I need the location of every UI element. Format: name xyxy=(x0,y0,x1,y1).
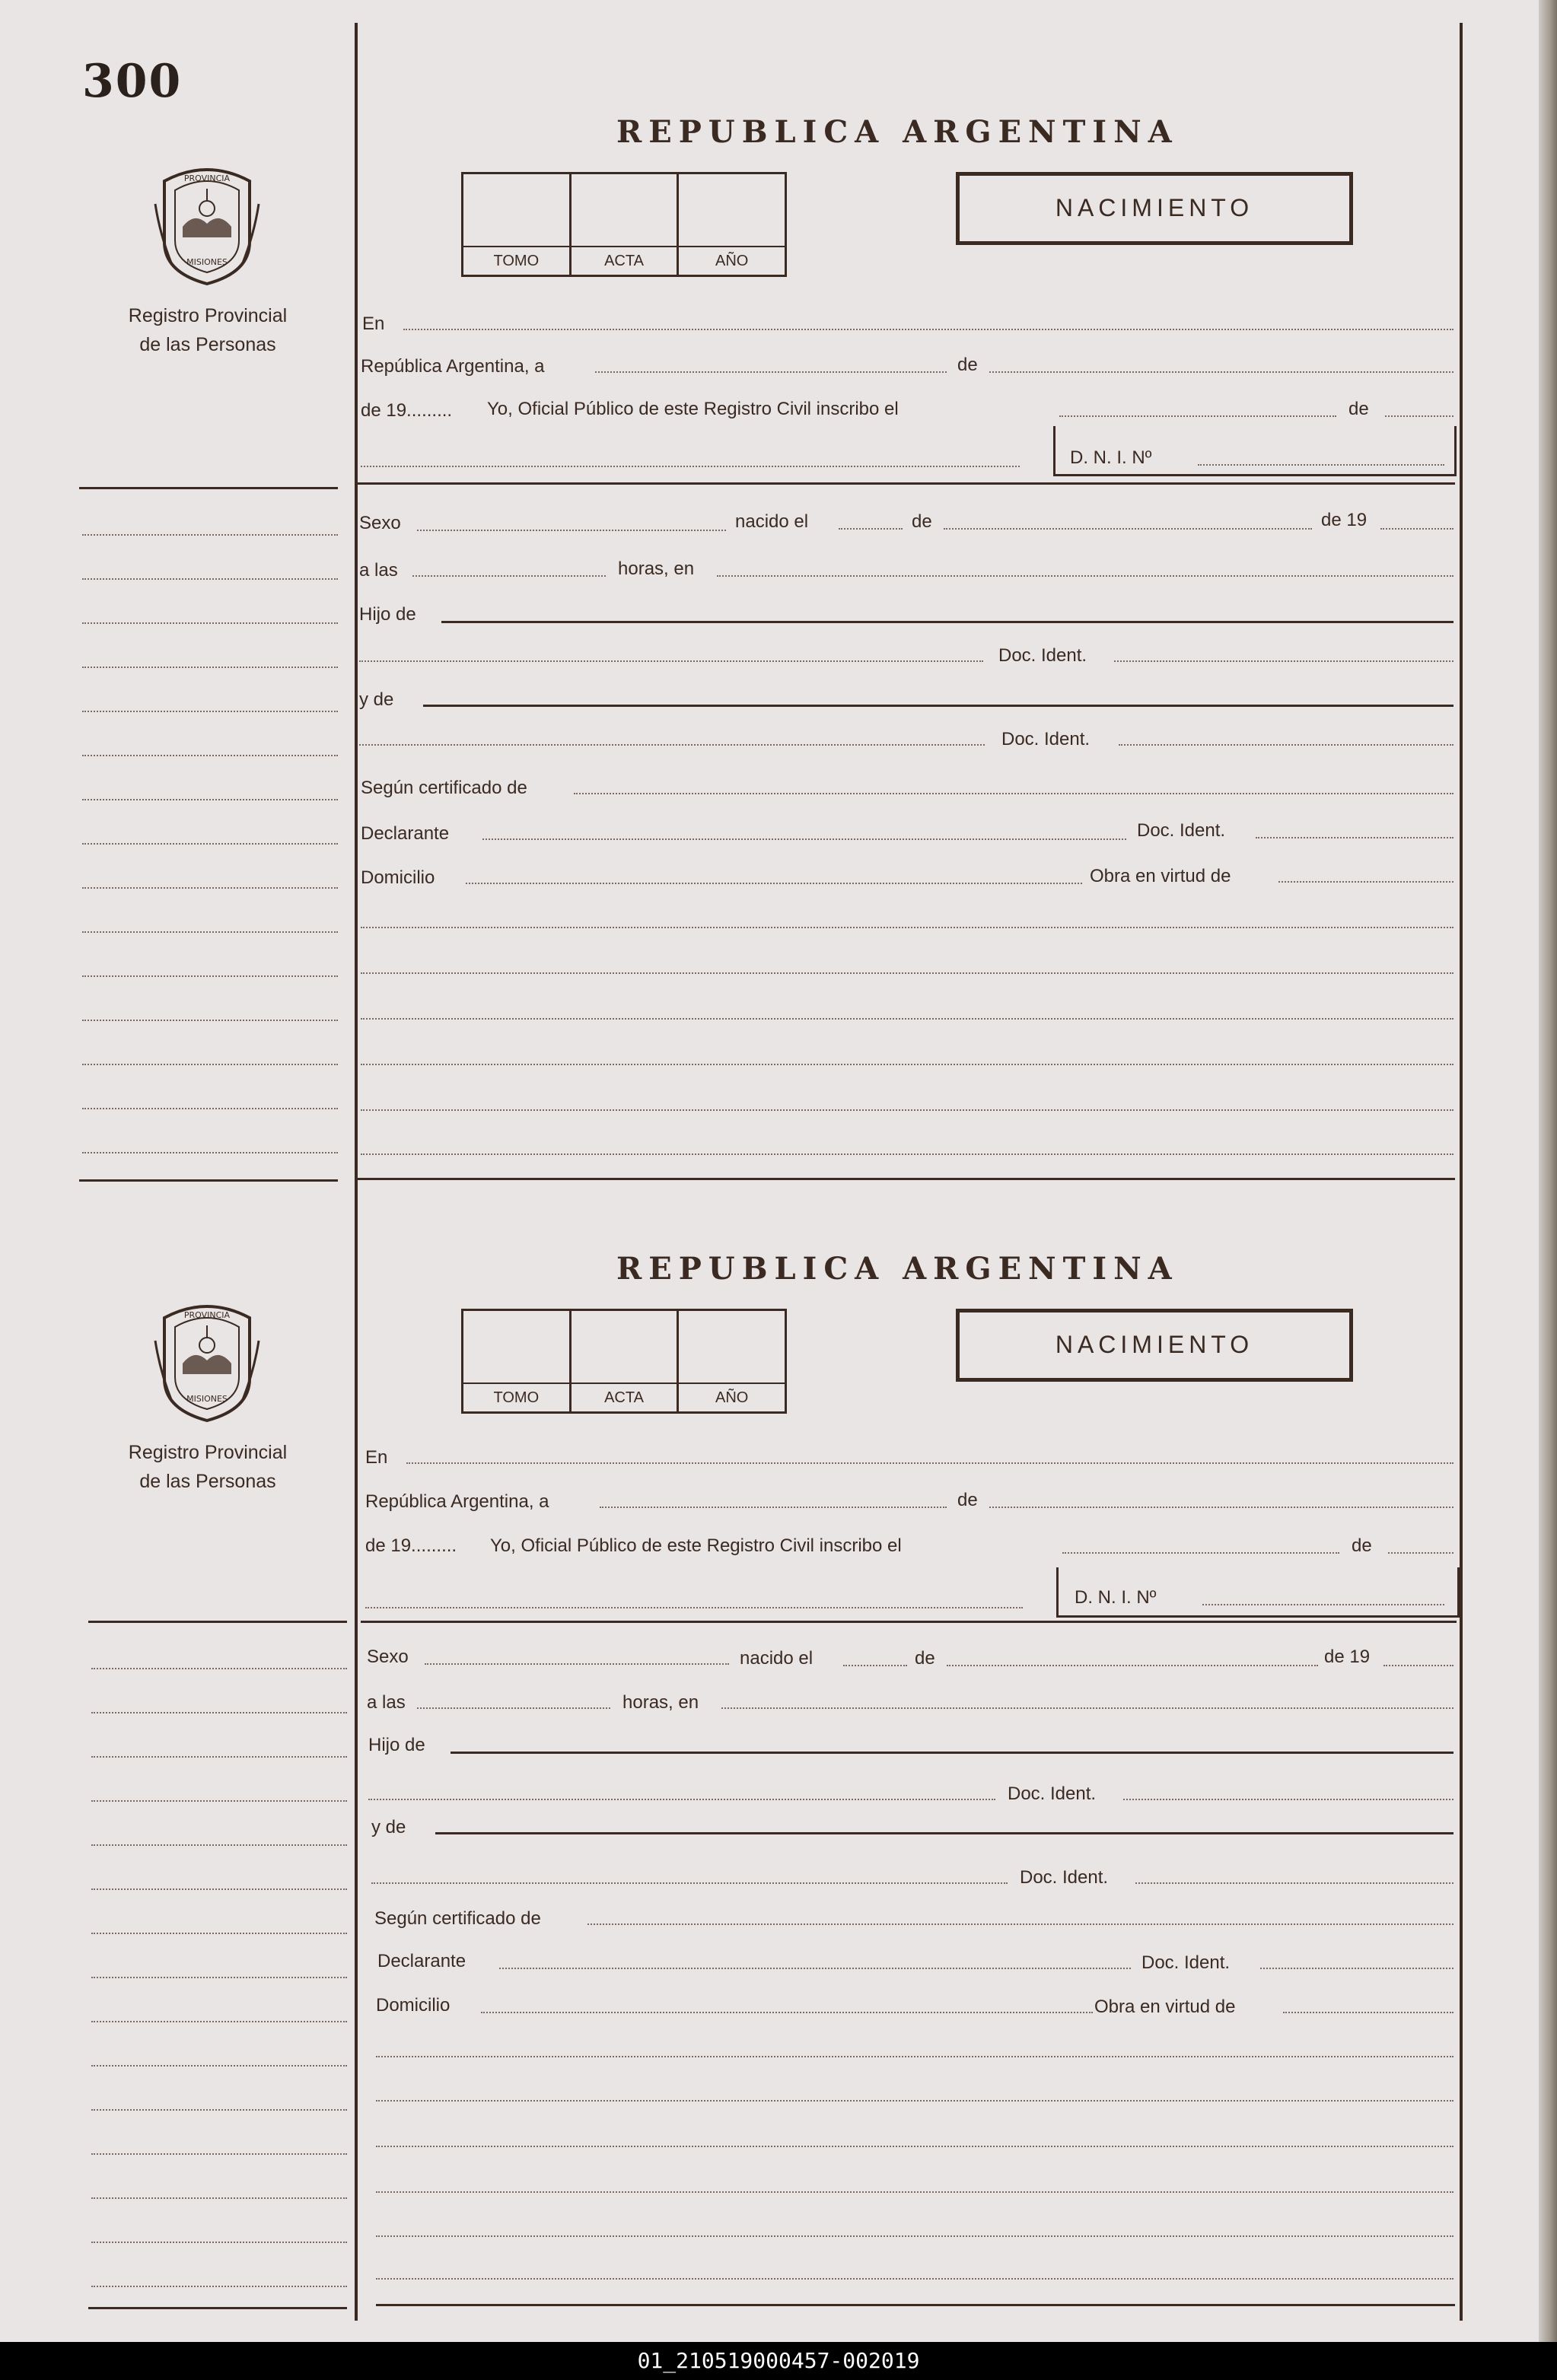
declarant-doc-field[interactable] xyxy=(1260,1968,1454,1969)
place-field[interactable] xyxy=(406,1462,1454,1464)
left-top-rule xyxy=(79,487,338,489)
birth-year-field[interactable] xyxy=(1380,528,1454,530)
label-yo: Yo, Oficial Público de este Registro Civil inscribo el xyxy=(490,1535,902,1556)
margin-note-line[interactable] xyxy=(82,1108,338,1109)
birth-month-field[interactable] xyxy=(947,1665,1318,1666)
margin-note-line[interactable] xyxy=(82,667,338,668)
label-horas: horas, en xyxy=(622,1692,699,1713)
name-field[interactable] xyxy=(365,1607,1023,1608)
address-field[interactable] xyxy=(481,2012,1093,2013)
birth-day-field[interactable] xyxy=(839,528,903,530)
label-horas: horas, en xyxy=(618,558,695,579)
notes-line[interactable] xyxy=(376,2100,1454,2102)
tomo-label: TOMO xyxy=(493,1389,540,1406)
anio-cell[interactable] xyxy=(679,1311,785,1411)
registry-line-1: Registro Provincial xyxy=(128,1442,288,1463)
inscription-month-field[interactable] xyxy=(1385,415,1454,417)
misiones-emblem-icon xyxy=(149,158,265,289)
father-name-field[interactable] xyxy=(451,1752,1454,1754)
margin-note-line[interactable] xyxy=(91,1712,347,1713)
image-id-footer: 01_210519000457-002019 xyxy=(0,2342,1557,2380)
inscription-month-field[interactable] xyxy=(1388,1552,1454,1554)
label-en: En xyxy=(365,1447,388,1468)
emblem-top-text: PROVINCIA xyxy=(183,1310,231,1320)
label-segun: Según certificado de xyxy=(361,778,527,798)
label-dni: D. N. I. Nº xyxy=(1075,1587,1157,1608)
notes-line[interactable] xyxy=(361,927,1454,928)
day-field[interactable] xyxy=(595,371,947,373)
register-reference-box xyxy=(461,172,787,277)
margin-note-line[interactable] xyxy=(82,534,338,536)
label-obra: Obra en virtud de xyxy=(1090,866,1231,886)
notes-line[interactable] xyxy=(376,2278,1454,2280)
birthplace-field[interactable] xyxy=(721,1707,1454,1709)
anio-cell[interactable] xyxy=(679,174,785,275)
label-declarante: Declarante xyxy=(361,823,450,844)
margin-note-line[interactable] xyxy=(91,2153,347,2155)
register-reference-box xyxy=(461,1309,787,1414)
certificate-field[interactable] xyxy=(587,1923,1454,1925)
label-domicilio: Domicilio xyxy=(361,867,435,888)
tomo-cell[interactable] xyxy=(463,1311,572,1411)
margin-note-line[interactable] xyxy=(82,843,338,845)
margin-note-line[interactable] xyxy=(82,931,338,933)
label-republica: República Argentina, a xyxy=(361,356,545,377)
mother-name-field[interactable] xyxy=(423,705,1454,707)
label-de19-b: de 19 xyxy=(1321,510,1368,530)
acta-label: ACTA xyxy=(604,253,644,269)
margin-note-line[interactable] xyxy=(91,2197,347,2199)
notes-line[interactable] xyxy=(376,2146,1454,2147)
declarant-field[interactable] xyxy=(499,1968,1131,1969)
margin-note-line[interactable] xyxy=(82,1064,338,1065)
registry-line-2: de las Personas xyxy=(139,334,276,355)
tomo-label: TOMO xyxy=(493,253,540,269)
sex-field[interactable] xyxy=(417,530,726,531)
label-domicilio: Domicilio xyxy=(376,1995,451,2016)
label-sexo: Sexo xyxy=(367,1647,409,1667)
margin-note-line[interactable] xyxy=(82,711,338,712)
margin-note-line[interactable] xyxy=(91,2109,347,2111)
registry-name xyxy=(76,1438,339,1496)
label-alas: a las xyxy=(367,1692,406,1713)
inscription-day-field[interactable] xyxy=(1062,1552,1339,1554)
label-de-3: de xyxy=(915,1648,935,1669)
misiones-emblem-icon xyxy=(149,1295,265,1426)
page-number: 300 xyxy=(82,55,183,108)
month-field[interactable] xyxy=(989,1507,1454,1508)
address-field[interactable] xyxy=(466,883,1082,884)
notes-line[interactable] xyxy=(361,972,1454,974)
margin-note-line[interactable] xyxy=(82,975,338,977)
form-bottom-rule xyxy=(376,2304,1455,2306)
label-republica: República Argentina, a xyxy=(365,1491,549,1512)
birth-month-field[interactable] xyxy=(944,528,1312,530)
declarant-doc-field[interactable] xyxy=(1256,837,1454,838)
father-doc-field[interactable] xyxy=(1123,1799,1454,1800)
anio-label: AÑO xyxy=(715,1389,749,1406)
margin-note-line[interactable] xyxy=(91,1933,347,1934)
day-field[interactable] xyxy=(600,1507,947,1508)
label-nacido: nacido el xyxy=(740,1648,814,1669)
mother-doc-field[interactable] xyxy=(1135,1882,1454,1884)
label-doc-1: Doc. Ident. xyxy=(1008,1783,1097,1804)
notes-line[interactable] xyxy=(361,1064,1454,1065)
record-type-box: NACIMIENTO xyxy=(956,172,1353,245)
label-segun: Según certificado de xyxy=(374,1908,541,1929)
margin-note-line[interactable] xyxy=(91,1844,347,1846)
by-virtue-field[interactable] xyxy=(1278,881,1454,883)
father-name-extra-field[interactable] xyxy=(368,1799,995,1800)
margin-note-line[interactable] xyxy=(91,1800,347,1802)
emblem-bottom-text: MISIONES xyxy=(186,257,228,267)
record-type-box: NACIMIENTO xyxy=(956,1309,1353,1382)
label-de-3: de xyxy=(912,511,932,532)
time-field[interactable] xyxy=(412,575,606,577)
registry-name xyxy=(76,301,339,359)
sex-field[interactable] xyxy=(425,1663,729,1665)
birthplace-field[interactable] xyxy=(717,575,1454,577)
form-title: REPUBLICA ARGENTINA xyxy=(616,1251,1179,1287)
label-doc-2: Doc. Ident. xyxy=(1001,729,1091,749)
anio-label: AÑO xyxy=(715,253,749,269)
label-alas: a las xyxy=(359,560,398,581)
acta-cell[interactable] xyxy=(572,174,680,275)
notes-line[interactable] xyxy=(361,1109,1454,1111)
month-field[interactable] xyxy=(989,371,1454,373)
margin-note-line[interactable] xyxy=(82,622,338,624)
label-de-2: de xyxy=(1352,1535,1372,1556)
label-de19: de 19......... xyxy=(365,1535,457,1556)
declarant-field[interactable] xyxy=(482,838,1126,840)
margin-note-line[interactable] xyxy=(91,2242,347,2243)
label-doc-2: Doc. Ident. xyxy=(1020,1867,1109,1888)
mother-name-extra-field[interactable] xyxy=(371,1882,1008,1884)
acta-label: ACTA xyxy=(604,1389,644,1406)
label-yo: Yo, Oficial Público de este Registro Civil inscribo el xyxy=(487,399,899,419)
time-field[interactable] xyxy=(417,1707,610,1709)
registry-line-2: de las Personas xyxy=(139,1471,276,1492)
inscription-day-field[interactable] xyxy=(1059,415,1336,417)
registry-line-1: Registro Provincial xyxy=(128,305,288,326)
label-doc-3: Doc. Ident. xyxy=(1141,1952,1231,1973)
birth-year-field[interactable] xyxy=(1383,1665,1454,1666)
birth-day-field[interactable] xyxy=(843,1665,907,1666)
label-de-1: de xyxy=(957,355,978,375)
label-hijo: Hijo de xyxy=(368,1735,425,1755)
dni-field[interactable] xyxy=(1202,1604,1444,1605)
acta-cell[interactable] xyxy=(572,1311,680,1411)
margin-note-line[interactable] xyxy=(91,2065,347,2067)
dni-field[interactable] xyxy=(1198,464,1444,466)
father-name-extra-field[interactable] xyxy=(359,660,983,662)
emblem-top-text: PROVINCIA xyxy=(183,173,231,183)
notes-line[interactable] xyxy=(376,2191,1454,2193)
form-title: REPUBLICA ARGENTINA xyxy=(616,114,1179,150)
notes-line[interactable] xyxy=(376,2056,1454,2057)
label-de-1: de xyxy=(957,1490,978,1510)
label-en: En xyxy=(362,313,385,334)
notes-line[interactable] xyxy=(361,1018,1454,1020)
place-field[interactable] xyxy=(403,329,1454,330)
margin-note-line[interactable] xyxy=(91,2021,347,2022)
label-sexo: Sexo xyxy=(359,513,401,533)
margin-note-line[interactable] xyxy=(82,799,338,800)
birth-record-form-1 xyxy=(0,0,1539,1172)
tomo-cell[interactable] xyxy=(463,174,572,275)
margin-note-line[interactable] xyxy=(82,887,338,889)
notes-line[interactable] xyxy=(376,2235,1454,2237)
label-dni: D. N. I. Nº xyxy=(1070,447,1152,468)
margin-note-line[interactable] xyxy=(91,2286,347,2287)
margin-note-line[interactable] xyxy=(91,1977,347,1978)
birth-record-form-2 xyxy=(0,1137,1539,2308)
book-edge xyxy=(1539,0,1557,2342)
label-de19: de 19......... xyxy=(361,400,453,421)
by-virtue-field[interactable] xyxy=(1283,2012,1454,2013)
margin-note-line[interactable] xyxy=(82,755,338,756)
mother-name-extra-field[interactable] xyxy=(359,744,985,746)
father-name-field[interactable] xyxy=(441,621,1454,623)
label-obra: Obra en virtud de xyxy=(1094,1997,1236,2017)
margin-note-line[interactable] xyxy=(82,578,338,580)
label-doc-1: Doc. Ident. xyxy=(998,645,1087,666)
margin-note-line[interactable] xyxy=(91,1668,347,1669)
label-de-2: de xyxy=(1348,399,1369,419)
mother-name-field[interactable] xyxy=(435,1832,1454,1834)
left-top-rule xyxy=(88,1621,347,1623)
form-divider xyxy=(358,482,1455,485)
margin-note-line[interactable] xyxy=(82,1020,338,1021)
emblem-bottom-text: MISIONES xyxy=(186,1394,228,1404)
label-doc-3: Doc. Ident. xyxy=(1137,820,1226,841)
left-bottom-rule xyxy=(88,2307,347,2309)
form-divider xyxy=(361,1621,1457,1623)
margin-note-line[interactable] xyxy=(91,1888,347,1890)
label-declarante: Declarante xyxy=(377,1951,466,1971)
certificate-field[interactable] xyxy=(574,793,1454,794)
label-de19-b: de 19 xyxy=(1324,1647,1371,1667)
margin-note-line[interactable] xyxy=(91,1756,347,1758)
name-field[interactable] xyxy=(361,466,1020,467)
label-nacido: nacido el xyxy=(735,511,809,532)
label-hijo: Hijo de xyxy=(359,604,416,625)
label-yde: y de xyxy=(359,689,394,710)
mother-doc-field[interactable] xyxy=(1119,744,1454,746)
father-doc-field[interactable] xyxy=(1114,660,1454,662)
label-yde: y de xyxy=(371,1817,406,1838)
